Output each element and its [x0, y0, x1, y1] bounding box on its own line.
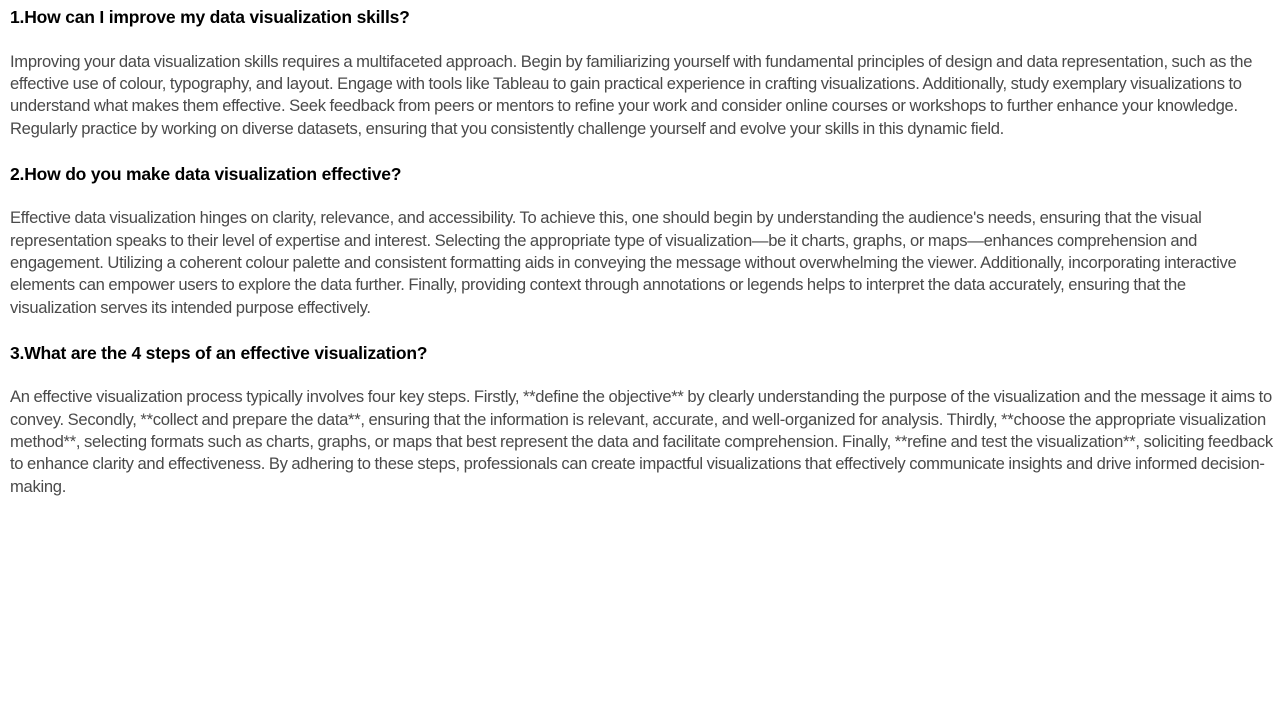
faq-answer: Effective data visualization hinges on clarity, relevance, and accessibility. To achieve this, one should begin by understanding the audience's needs, ensuring that the visual representation speaks to their level of expertise and interest. Selecting the appropriate type of visualization—be it charts, graphs, or maps—enhances comprehension and engagement. Utilizing a coherent colour palette and consistent formatting aids in conveying the message without overwhelming the viewer. Additionally, incorporating interactive elements can empower users to explore the data further. Finally, providing context through annotations or legends helps to interpret the data accurately, ensuring that the visualization serves its intended purpose effectively.: [10, 208, 1237, 317]
faq-question: 1.How can I improve my data visualization skills?: [10, 7, 410, 27]
faq-question: 3.What are the 4 steps of an effective visualization?: [10, 342, 428, 363]
faq-item: [10, 342, 1274, 499]
faq-answer: An effective visualization process typically involves four key steps. Firstly, **define the objective** by clearly understanding the purpose of the visualization and the message it aims to convey. Secondly, **collect and prepare the data**, ensuring that the information is relevant, accurate, and well-organized for analysis. Thirdly, **choose the appropriate visualization method**, selecting formats such as charts, graphs, or maps that best represent the data and facilitate comprehension. Finally, **refine and test the visualization**, soliciting feedback to enhance clarity and effectiveness. By adhering to these steps, professionals can create impactful visualizations that effectively communicate insights and drive informed decision-making.: [10, 387, 1273, 496]
faq-answer: Improving your data visualization skills requires a multifaceted approach. Begin by familiarizing yourself with fundamental principles of design and data representation, such as the effective use of colour, typography, and layout. Engage with tools like Tableau to gain practical experience in crafting visualizations. Additionally, study exemplary visualizations to understand what makes them effective. Seek feedback from peers or mentors to refine your work and consider online courses or workshops to further enhance your knowledge. Regularly practice by working on diverse datasets, ensuring that you consistently challenge yourself and evolve your skills in this dynamic field.: [10, 51, 1253, 138]
faq-item: [10, 6, 1274, 140]
faq-list: [10, 6, 1274, 521]
faq-question: 2.How do you make data visualization effective?: [10, 163, 402, 184]
faq-item: [10, 163, 1274, 320]
